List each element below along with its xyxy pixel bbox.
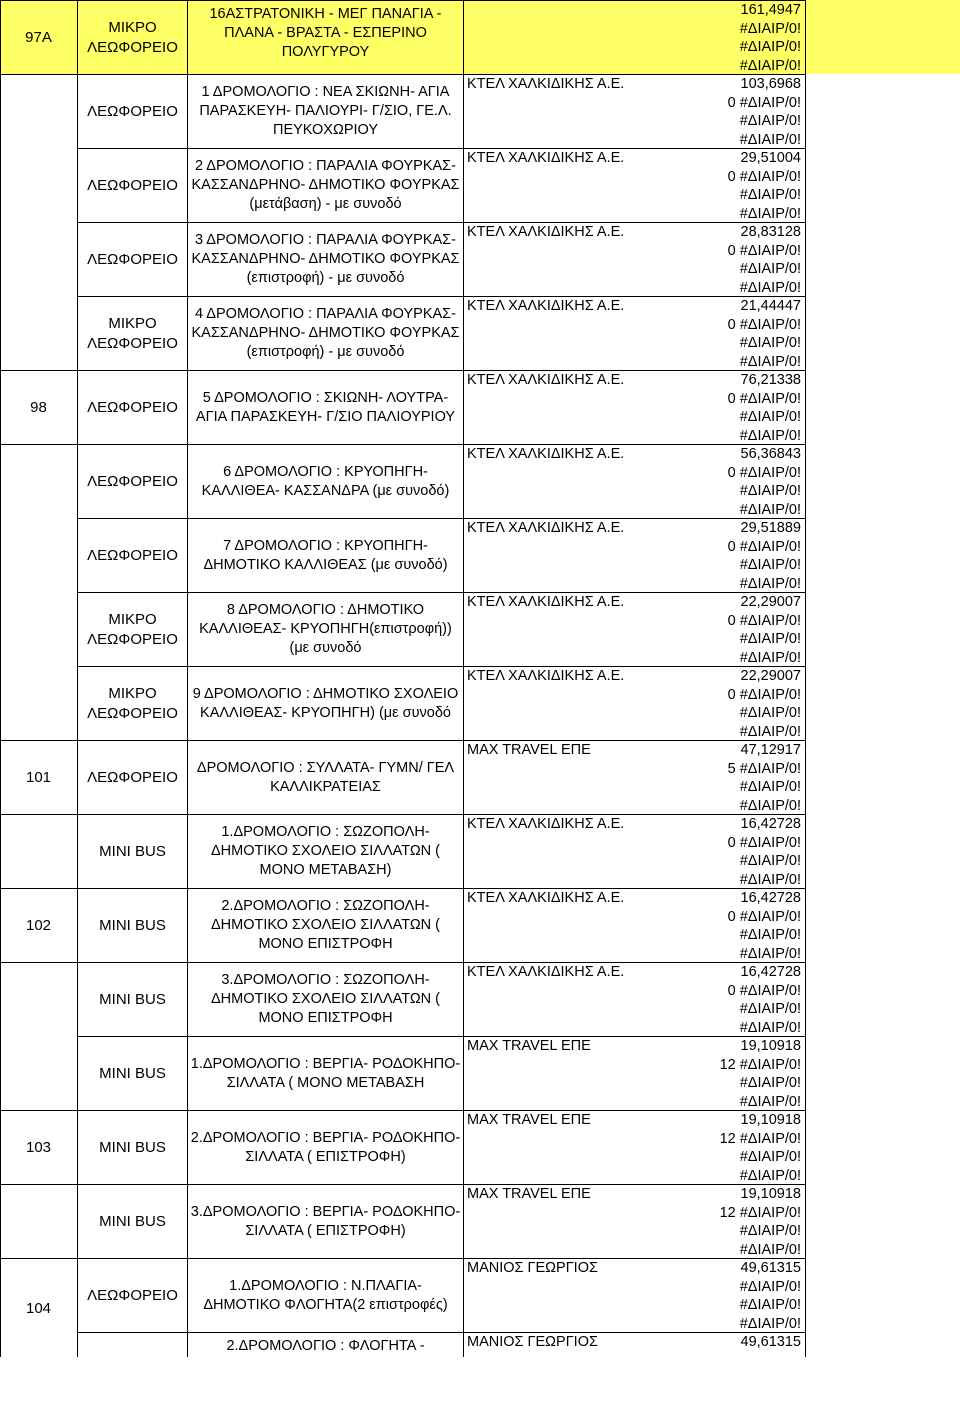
code-cell	[0, 1184, 78, 1258]
cost-value: 16,42728	[740, 964, 801, 980]
route-description-cell: 7 ΔΡΟΜΟΛΟΓΙΟ : ΚΡΥΟΠΗΓΗ- ΔΗΜΟΤΙΚΟ ΚΑΛΛΙΘΕΑΣ (με συνοδό)	[188, 518, 464, 592]
table-row	[0, 814, 960, 888]
table-border	[0, 0, 806, 1]
contractor-cell	[464, 518, 636, 592]
vehicle-type-cell: MINI BUS	[78, 888, 188, 962]
table-row	[0, 0, 960, 74]
computed-value: #ΔΙΑΙΡ/0!	[739, 187, 801, 203]
code-cell: 101	[0, 740, 78, 814]
contractor-name: MAX TRAVEL ΕΠΕ	[467, 1186, 591, 1202]
table-row	[0, 74, 960, 148]
values-cell	[636, 814, 806, 888]
cost-value: 19,10918	[740, 1186, 801, 1202]
route-description-cell: 16ΑΣΤΡΑΤΟΝΙΚΗ - ΜΕΓ ΠΑΝΑΓΙΑ - ΠΛΑΝΑ - ΒΡΑΣΤΑ - ΕΣΠΕΡΙΝΟ ΠΟΛΥΓΥΡΟΥ	[188, 0, 464, 74]
cost-value: 21,44447	[740, 298, 801, 314]
contractor-name: ΚΤΕΛ ΧΑΛΚΙΔΙΚΗΣ Α.Ε.	[467, 372, 625, 388]
contractor-name: ΚΤΕΛ ΧΑΛΚΙΔΙΚΗΣ Α.Ε.	[467, 446, 625, 462]
route-description-cell: 5 ΔΡΟΜΟΛΟΓΙΟ : ΣΚΙΩΝΗ- ΛΟΥΤΡΑ- ΑΓΙΑ ΠΑΡΑΣΚΕΥΗ- Γ/ΣΙΟ ΠΑΛΙΟΥΡΙΟΥ	[188, 370, 464, 444]
table-border	[0, 0, 1, 1357]
route-description-cell: 2.ΔΡΟΜΟΛΟΓΙΟ : ΒΕΡΓΙΑ- ΡΟΔΟΚΗΠΟ- ΣΙΛΛΑΤΑ ( ΕΠΙΣΤΡΟΦΗ)	[188, 1110, 464, 1184]
computed-value: #ΔΙΑΙΡ/0!	[739, 945, 801, 962]
table-row	[0, 1258, 960, 1332]
route-description-cell: ΔΡΟΜΟΛΟΓΙΟ : ΣΥΛΛΑΤΑ- ΓΥΜΝ/ ΓΕΛ ΚΑΛΛΙΚΡΑΤΕΙΑΣ	[188, 740, 464, 814]
values-cell	[636, 1184, 806, 1258]
computed-value: #ΔΙΑΙΡ/0!	[739, 261, 801, 277]
route-description-cell: 2 ΔΡΟΜΟΛΟΓΙΟ : ΠΑΡΑΛΙΑ ΦΟΥΡΚΑΣ- ΚΑΣΣΑΝΔΡΗΝΟ- ΔΗΜΟΤΙΚΟ ΦΟΥΡΚΑΣ (μετάβαση) - με συνοδό	[188, 148, 464, 222]
cost-value: 49,61315	[740, 1334, 801, 1350]
computed-value	[636, 1370, 801, 1388]
table-row	[0, 296, 960, 370]
vehicle-type-cell: ΛΕΩΦΟΡΕΙΟ	[78, 740, 188, 814]
values-cell	[636, 592, 806, 666]
values-cell	[636, 444, 806, 518]
cost-value: 19,10918	[740, 1112, 801, 1128]
contractor-name: ΚΤΕΛ ΧΑΛΚΙΔΙΚΗΣ Α.Ε.	[467, 224, 625, 240]
computed-value: #ΔΙΑΙΡ/0!	[739, 1167, 801, 1184]
contractor-name: MAX TRAVEL ΕΠΕ	[467, 1112, 591, 1128]
computed-value: 0 #ΔΙΑΙΡ/0!	[727, 612, 801, 629]
route-description-cell: 1 ΔΡΟΜΟΛΟΓΙΟ : ΝΕΑ ΣΚΙΩΝΗ- ΑΓΙΑ ΠΑΡΑΣΚΕΥΗ- ΠΑΛΙΟΥΡΙ- Γ/ΣΙΟ, ΓΕ.Λ. ΠΕΥΚΟΧΩΡΙΟΥ	[188, 74, 464, 148]
code-cell: 97Α	[0, 0, 78, 74]
vehicle-type-cell: ΛΕΩΦΟΡΕΙΟ	[78, 370, 188, 444]
computed-value: 12 #ΔΙΑΙΡ/0!	[719, 1130, 801, 1147]
contractor-cell	[464, 666, 636, 740]
route-description-cell: 3 ΔΡΟΜΟΛΟΓΙΟ : ΠΑΡΑΛΙΑ ΦΟΥΡΚΑΣ- ΚΑΣΣΑΝΔΡΗΝΟ- ΔΗΜΟΤΙΚΟ ΦΟΥΡΚΑΣ (επιστροφή) - με συνοδό	[188, 222, 464, 296]
computed-value: #ΔΙΑΙΡ/0!	[739, 557, 801, 573]
route-description-cell: 1.ΔΡΟΜΟΛΟΓΙΟ : ΒΕΡΓΙΑ- ΡΟΔΟΚΗΠΟ- ΣΙΛΛΑΤΑ ( ΜΟΝΟ ΜΕΤΑΒΑΣΗ	[188, 1036, 464, 1110]
contractor-cell	[464, 1110, 636, 1184]
values-cell	[636, 1110, 806, 1184]
computed-value: #ΔΙΑΙΡ/0!	[739, 927, 801, 943]
cost-value: 16,42728	[740, 816, 801, 832]
computed-value: #ΔΙΑΙΡ/0!	[739, 723, 801, 740]
computed-value: #ΔΙΑΙΡ/0!	[739, 1223, 801, 1239]
vehicle-type-cell: MINI BUS	[78, 1110, 188, 1184]
table-row	[0, 148, 960, 222]
computed-value: #ΔΙΑΙΡ/0!	[739, 1297, 801, 1313]
route-description-cell: 8 ΔΡΟΜΟΛΟΓΙΟ : ΔΗΜΟΤΙΚΟ ΚΑΛΛΙΘΕΑΣ- ΚΡΥΟΠΗΓΗ(επιστροφή)) (με συνοδό	[188, 592, 464, 666]
computed-value: 12 #ΔΙΑΙΡ/0!	[719, 1204, 801, 1221]
computed-value: #ΔΙΑΙΡ/0!	[739, 1149, 801, 1165]
values-cell	[636, 740, 806, 814]
values-cell	[636, 296, 806, 370]
route-description-cell: 9 ΔΡΟΜΟΛΟΓΙΟ : ΔΗΜΟΤΙΚΟ ΣΧΟΛΕΙΟ ΚΑΛΛΙΘΕΑΣ- ΚΡΥΟΠΗΓΗ) (με συνοδό	[188, 666, 464, 740]
contractor-name: ΚΤΕΛ ΧΑΛΚΙΔΙΚΗΣ Α.Ε.	[467, 76, 625, 92]
values-cell	[636, 962, 806, 1036]
computed-value: #ΔΙΑΙΡ/0!	[739, 779, 801, 795]
route-description-cell: 2.ΔΡΟΜΟΛΟΓΙΟ : ΣΩΖΟΠΟΛΗ- ΔΗΜΟΤΙΚΟ ΣΧΟΛΕΙΟ ΣΙΛΛΑΤΩΝ ( ΜΟΝΟ ΕΠΙΣΤΡΟΦΗ	[188, 888, 464, 962]
computed-value: 0 #ΔΙΑΙΡ/0!	[727, 94, 801, 111]
contractor-cell	[464, 888, 636, 962]
cost-value: 56,36843	[740, 446, 801, 462]
computed-value: #ΔΙΑΙΡ/0!	[739, 279, 801, 296]
cost-value: 28,83128	[740, 224, 801, 240]
contractor-name: ΚΤΕΛ ΧΑΛΚΙΔΙΚΗΣ Α.Ε.	[467, 520, 625, 536]
computed-value: 0 #ΔΙΑΙΡ/0!	[727, 168, 801, 185]
contractor-cell	[464, 814, 636, 888]
code-cell: 103	[0, 1110, 78, 1184]
computed-value: #ΔΙΑΙΡ/0!	[739, 113, 801, 129]
table-row	[0, 518, 960, 592]
code-cell	[0, 444, 78, 740]
vehicle-type-cell: ΜΙΚΡΟ ΛΕΩΦΟΡΕΙΟ	[78, 666, 188, 740]
cost-value: 29,51889	[740, 520, 801, 536]
values-cell	[636, 518, 806, 592]
computed-value: #ΔΙΑΙΡ/0!	[739, 1315, 801, 1332]
contractor-cell	[464, 74, 636, 148]
code-cell	[0, 74, 78, 370]
computed-value: #ΔΙΑΙΡ/0!	[739, 353, 801, 370]
computed-value: #ΔΙΑΙΡ/0!	[739, 20, 801, 37]
vehicle-type-cell: ΛΕΩΦΟΡΕΙΟ	[78, 444, 188, 518]
contractor-cell	[464, 1184, 636, 1258]
values-cell	[636, 0, 806, 74]
computed-value: #ΔΙΑΙΡ/0!	[739, 1278, 801, 1295]
contractor-name: ΚΤΕΛ ΧΑΛΚΙΔΙΚΗΣ Α.Ε.	[467, 594, 625, 610]
vehicle-type-cell: MINI BUS	[78, 962, 188, 1036]
computed-value	[636, 1389, 801, 1407]
values-cell	[636, 74, 806, 148]
code-cell: 102	[0, 888, 78, 962]
contractor-cell	[464, 1258, 636, 1332]
computed-value: #ΔΙΑΙΡ/0!	[739, 1019, 801, 1036]
contractor-cell	[464, 592, 636, 666]
computed-value: 0 #ΔΙΑΙΡ/0!	[727, 464, 801, 481]
computed-value: #ΔΙΑΙΡ/0!	[739, 501, 801, 518]
contractor-name: ΚΤΕΛ ΧΑΛΚΙΔΙΚΗΣ Α.Ε.	[467, 964, 625, 980]
vehicle-type-cell	[78, 1332, 188, 1357]
contractor-cell	[464, 962, 636, 1036]
computed-value: 0 #ΔΙΑΙΡ/0!	[727, 908, 801, 925]
contractor-cell	[464, 444, 636, 518]
computed-value: #ΔΙΑΙΡ/0!	[739, 1075, 801, 1091]
table-row	[0, 962, 960, 1036]
cost-value: 22,29007	[740, 668, 801, 684]
computed-value: #ΔΙΑΙΡ/0!	[739, 705, 801, 721]
values-cell	[636, 222, 806, 296]
computed-value	[636, 1352, 801, 1370]
computed-value: #ΔΙΑΙΡ/0!	[739, 631, 801, 647]
contractor-name: ΚΤΕΛ ΧΑΛΚΙΔΙΚΗΣ Α.Ε.	[467, 150, 625, 166]
vehicle-type-cell: ΜΙΚΡΟ ΛΕΩΦΟΡΕΙΟ	[78, 0, 188, 74]
contractor-name: ΚΤΕΛ ΧΑΛΚΙΔΙΚΗΣ Α.Ε.	[467, 890, 625, 906]
table-row	[0, 592, 960, 666]
computed-value: 0 #ΔΙΑΙΡ/0!	[727, 538, 801, 555]
computed-value: 0 #ΔΙΑΙΡ/0!	[727, 316, 801, 333]
computed-value: 0 #ΔΙΑΙΡ/0!	[727, 982, 801, 999]
cost-value: 76,21338	[740, 372, 801, 388]
vehicle-type-cell: ΛΕΩΦΟΡΕΙΟ	[78, 518, 188, 592]
computed-value: #ΔΙΑΙΡ/0!	[739, 1093, 801, 1110]
table-row	[0, 1184, 960, 1258]
computed-value: 0 #ΔΙΑΙΡ/0!	[727, 686, 801, 703]
table-row	[0, 888, 960, 962]
route-description-cell: 3.ΔΡΟΜΟΛΟΓΙΟ : ΣΩΖΟΠΟΛΗ- ΔΗΜΟΤΙΚΟ ΣΧΟΛΕΙΟ ΣΙΛΛΑΤΩΝ ( ΜΟΝΟ ΕΠΙΣΤΡΟΦΗ	[188, 962, 464, 1036]
vehicle-type-cell: ΜΙΚΡΟ ΛΕΩΦΟΡΕΙΟ	[78, 592, 188, 666]
vehicle-type-cell: MINI BUS	[78, 1184, 188, 1258]
contractor-name: ΜΑΝΙΟΣ ΓΕΩΡΓΙΟΣ	[467, 1260, 598, 1276]
computed-value: #ΔΙΑΙΡ/0!	[739, 1001, 801, 1017]
cost-value: 19,10918	[740, 1038, 801, 1054]
code-cell: 98	[0, 370, 78, 444]
values-cell	[636, 888, 806, 962]
route-description-cell: 2.ΔΡΟΜΟΛΟΓΙΟ : ΦΛΟΓΗΤΑ -	[188, 1332, 464, 1357]
computed-value: 12 #ΔΙΑΙΡ/0!	[719, 1056, 801, 1073]
route-description-cell: 1.ΔΡΟΜΟΛΟΓΙΟ : Ν.ΠΛΑΓΙΑ- ΔΗΜΟΤΙΚΟ ΦΛΟΓΗΤΑ(2 επιστροφές)	[188, 1258, 464, 1332]
cost-value: 49,61315	[740, 1260, 801, 1276]
table-row	[0, 1332, 960, 1357]
contractor-name: ΜΑΝΙΟΣ ΓΕΩΡΓΙΟΣ	[467, 1334, 598, 1350]
cost-value: 16,42728	[740, 890, 801, 906]
computed-value: #ΔΙΑΙΡ/0!	[739, 1241, 801, 1258]
contractor-cell	[464, 1332, 636, 1357]
vehicle-type-cell: ΛΕΩΦΟΡΕΙΟ	[78, 74, 188, 148]
table-row	[0, 370, 960, 444]
values-cell	[636, 1258, 806, 1332]
table-row	[0, 666, 960, 740]
computed-value: #ΔΙΑΙΡ/0!	[739, 335, 801, 351]
vehicle-type-cell: MINI BUS	[78, 1036, 188, 1110]
contractor-cell	[464, 370, 636, 444]
values-cell	[636, 370, 806, 444]
route-description-cell: 1.ΔΡΟΜΟΛΟΓΙΟ : ΣΩΖΟΠΟΛΗ- ΔΗΜΟΤΙΚΟ ΣΧΟΛΕΙΟ ΣΙΛΛΑΤΩΝ ( ΜΟΝΟ ΜΕΤΑΒΑΣΗ)	[188, 814, 464, 888]
vehicle-type-cell: MINI BUS	[78, 814, 188, 888]
computed-value: 0 #ΔΙΑΙΡ/0!	[727, 834, 801, 851]
cost-value: 29,51004	[740, 150, 801, 166]
contractor-cell	[464, 0, 636, 74]
code-cell	[0, 814, 78, 888]
computed-value: 5 #ΔΙΑΙΡ/0!	[727, 760, 801, 777]
vehicle-type-cell: ΜΙΚΡΟ ΛΕΩΦΟΡΕΙΟ	[78, 296, 188, 370]
values-cell	[636, 148, 806, 222]
vehicle-type-cell: ΛΕΩΦΟΡΕΙΟ	[78, 148, 188, 222]
computed-value: #ΔΙΑΙΡ/0!	[739, 57, 801, 74]
cost-value: 161,4947	[740, 2, 801, 18]
cost-value: 47,12917	[740, 742, 801, 758]
computed-value: #ΔΙΑΙΡ/0!	[739, 649, 801, 666]
contractor-cell	[464, 222, 636, 296]
contractor-name: MAX TRAVEL ΕΠΕ	[467, 1038, 591, 1054]
computed-value: #ΔΙΑΙΡ/0!	[739, 483, 801, 499]
vehicle-type-cell: ΛΕΩΦΟΡΕΙΟ	[78, 1258, 188, 1332]
cost-value: 22,29007	[740, 594, 801, 610]
cost-value: 103,6968	[740, 76, 801, 92]
computed-value: 0 #ΔΙΑΙΡ/0!	[727, 242, 801, 259]
vehicle-type-cell: ΛΕΩΦΟΡΕΙΟ	[78, 222, 188, 296]
code-cell	[0, 962, 78, 1110]
computed-value: #ΔΙΑΙΡ/0!	[739, 427, 801, 444]
table-row	[0, 222, 960, 296]
computed-value: #ΔΙΑΙΡ/0!	[739, 871, 801, 888]
contractor-cell	[464, 148, 636, 222]
table-row	[0, 1110, 960, 1184]
values-cell	[636, 1332, 806, 1357]
contractor-name: ΚΤΕΛ ΧΑΛΚΙΔΙΚΗΣ Α.Ε.	[467, 668, 625, 684]
computed-value: #ΔΙΑΙΡ/0!	[739, 205, 801, 222]
computed-value: #ΔΙΑΙΡ/0!	[739, 39, 801, 55]
contractor-name: ΚΤΕΛ ΧΑΛΚΙΔΙΚΗΣ Α.Ε.	[467, 816, 625, 832]
code-cell: 104	[0, 1258, 78, 1357]
computed-value: #ΔΙΑΙΡ/0!	[739, 409, 801, 425]
route-description-cell: 3.ΔΡΟΜΟΛΟΓΙΟ : ΒΕΡΓΙΑ- ΡΟΔΟΚΗΠΟ- ΣΙΛΛΑΤΑ ( ΕΠΙΣΤΡΟΦΗ)	[188, 1184, 464, 1258]
table-row	[0, 740, 960, 814]
computed-value: #ΔΙΑΙΡ/0!	[739, 797, 801, 814]
table-row	[0, 444, 960, 518]
contractor-cell	[464, 1036, 636, 1110]
computed-value: #ΔΙΑΙΡ/0!	[739, 131, 801, 148]
contractor-cell	[464, 740, 636, 814]
route-description-cell: 6 ΔΡΟΜΟΛΟΓΙΟ : ΚΡΥΟΠΗΓΗ- ΚΑΛΛΙΘΕΑ- ΚΑΣΣΑΝΔΡΑ (με συνοδό)	[188, 444, 464, 518]
contractor-cell	[464, 296, 636, 370]
route-description-cell: 4 ΔΡΟΜΟΛΟΓΙΟ : ΠΑΡΑΛΙΑ ΦΟΥΡΚΑΣ- ΚΑΣΣΑΝΔΡΗΝΟ- ΔΗΜΟΤΙΚΟ ΦΟΥΡΚΑΣ (επιστροφή) - με συνοδό	[188, 296, 464, 370]
contractor-name: ΚΤΕΛ ΧΑΛΚΙΔΙΚΗΣ Α.Ε.	[467, 298, 625, 314]
contractor-name: MAX TRAVEL ΕΠΕ	[467, 742, 591, 758]
computed-value: 0 #ΔΙΑΙΡ/0!	[727, 390, 801, 407]
values-cell	[636, 666, 806, 740]
table-row	[0, 1036, 960, 1110]
values-cell	[636, 1036, 806, 1110]
computed-value: #ΔΙΑΙΡ/0!	[739, 575, 801, 592]
computed-value: #ΔΙΑΙΡ/0!	[739, 853, 801, 869]
